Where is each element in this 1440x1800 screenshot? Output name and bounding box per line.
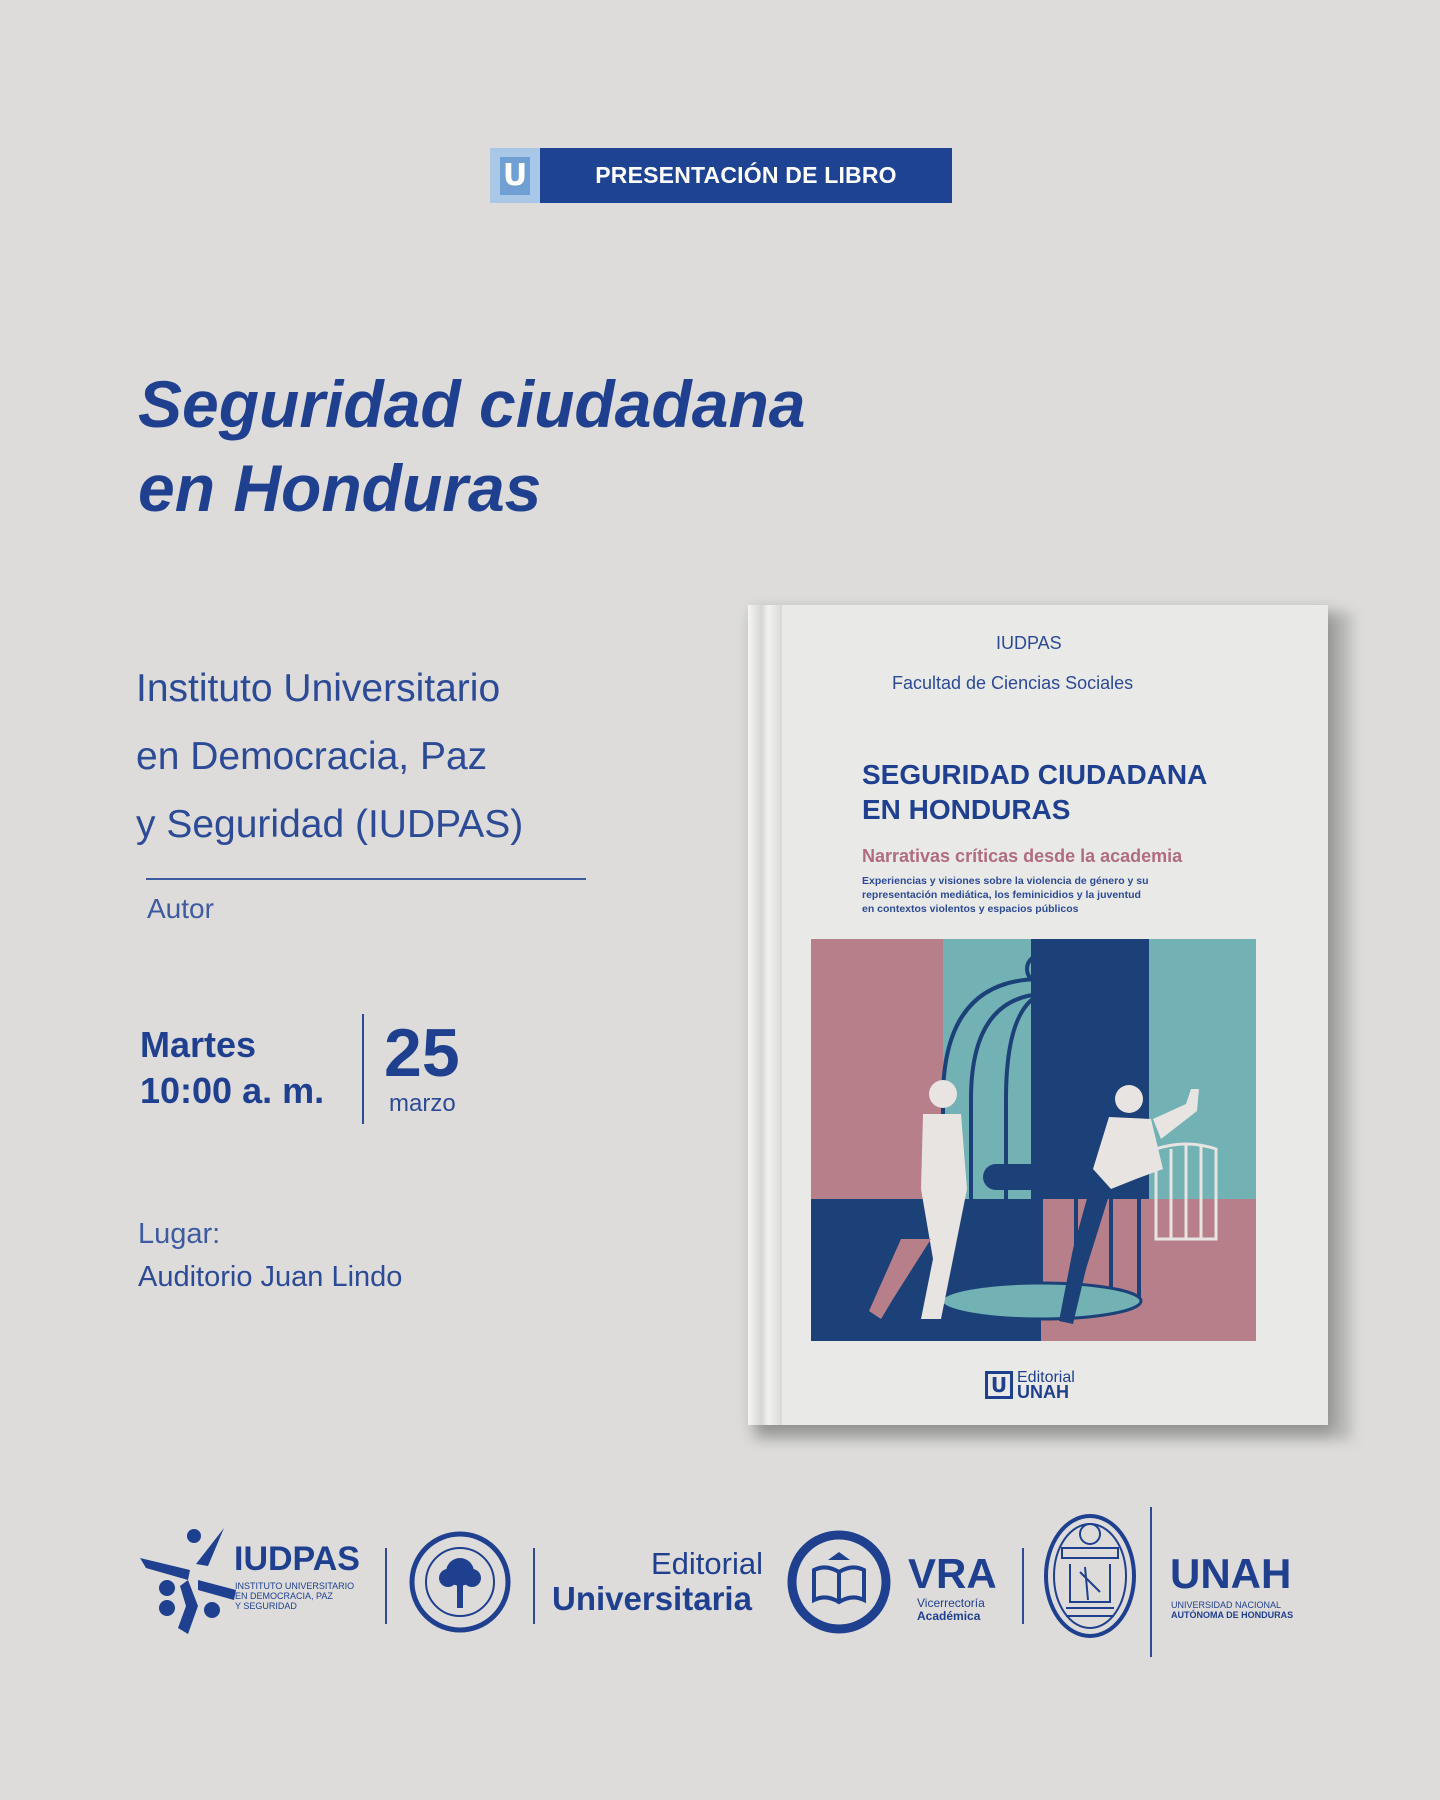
book-spine: [748, 605, 782, 1425]
iudpas-small-line-1: INSTITUTO UNIVERSITARIO: [235, 1581, 355, 1591]
event-month: marzo: [389, 1090, 456, 1117]
book-org: IUDPAS: [996, 633, 1062, 653]
iudpas-small-line-3: Y SEGURIDAD: [235, 1601, 297, 1611]
title-line-1: Seguridad ciudadana: [138, 367, 806, 441]
book-desc-line-1: Experiencias y visiones sobre la violencia de género y su: [862, 875, 1149, 887]
book-desc-line-3: en contextos violentos y espacios públicos: [862, 903, 1079, 915]
vra-name: VRA: [908, 1550, 997, 1597]
venue-name: Auditorio Juan Lindo: [138, 1261, 403, 1293]
iudpas-name: IUDPAS: [234, 1540, 360, 1578]
iudpas-small-line-2: EN DEMOCRACIA, PAZ: [235, 1591, 333, 1601]
editorial-unah-logo-icon: U: [985, 1371, 1013, 1399]
footer-divider-2: [533, 1548, 535, 1624]
footer-divider-1: [385, 1548, 387, 1624]
book-publisher-bottom: UNAH: [1017, 1382, 1069, 1402]
cage-bar: [983, 1164, 1095, 1190]
event-schedule: [140, 1022, 324, 1114]
unah-small-line-2: AUTÓNOMA DE HONDURAS: [1171, 1610, 1294, 1620]
tree-seal-icon: [408, 1530, 512, 1634]
unah-crest-icon: [1040, 1512, 1140, 1640]
footer-divider-3: [1022, 1548, 1024, 1624]
book-description: [862, 874, 1222, 916]
author-line-2: en Democracia, Paz: [136, 735, 488, 778]
iudpas-fullname: [235, 1581, 354, 1611]
event-type-label: PRESENTACIÓN DE LIBRO: [540, 148, 952, 203]
title-line-2: en Honduras: [138, 451, 542, 525]
vra-small-line-2: Académica: [917, 1609, 981, 1623]
author-line-1: Instituto Universitario: [136, 667, 501, 710]
book-title-line-1: SEGURIDAD CIUDADANA: [862, 759, 1208, 790]
vra-small-line-1: Vicerrectoría: [917, 1596, 985, 1610]
event-day: 25: [384, 1015, 460, 1091]
cage-base: [941, 1283, 1141, 1319]
event-type-tag: [490, 148, 952, 203]
author-line-3: y Seguridad (IUDPAS): [136, 803, 524, 846]
editorial-line-2: Universitaria: [552, 1580, 752, 1617]
unah-name: UNAH: [1170, 1550, 1292, 1597]
book-desc-line-2: representación mediática, los feminicidios y la juventud: [862, 889, 1141, 901]
book-faculty: Facultad de Ciencias Sociales: [892, 673, 1134, 693]
author-name: [136, 655, 616, 859]
u-logo-icon: U: [490, 148, 540, 203]
author-role: Autor: [147, 893, 214, 924]
book-seal-icon: [786, 1530, 892, 1634]
event-title: [138, 362, 998, 530]
book-publisher: [985, 1370, 1075, 1400]
venue-label: Lugar:: [138, 1218, 221, 1250]
book-cover-illustration: [811, 939, 1256, 1341]
book-title-line-2: EN HONDURAS: [862, 794, 1071, 825]
book-title: [862, 757, 1207, 827]
editorial-line-1: Editorial: [651, 1546, 763, 1581]
event-time: 10:00 a. m.: [140, 1070, 325, 1111]
book-publisher-top: Editorial: [1017, 1369, 1075, 1386]
unah-small-line-1: UNIVERSIDAD NACIONAL: [1171, 1600, 1282, 1610]
event-weekday: Martes: [140, 1024, 257, 1065]
author-divider: [146, 878, 586, 880]
footer-divider-4: [1150, 1507, 1152, 1657]
date-divider: [362, 1014, 364, 1124]
book-subtitle: Narrativas críticas desde la academia: [862, 846, 1183, 866]
